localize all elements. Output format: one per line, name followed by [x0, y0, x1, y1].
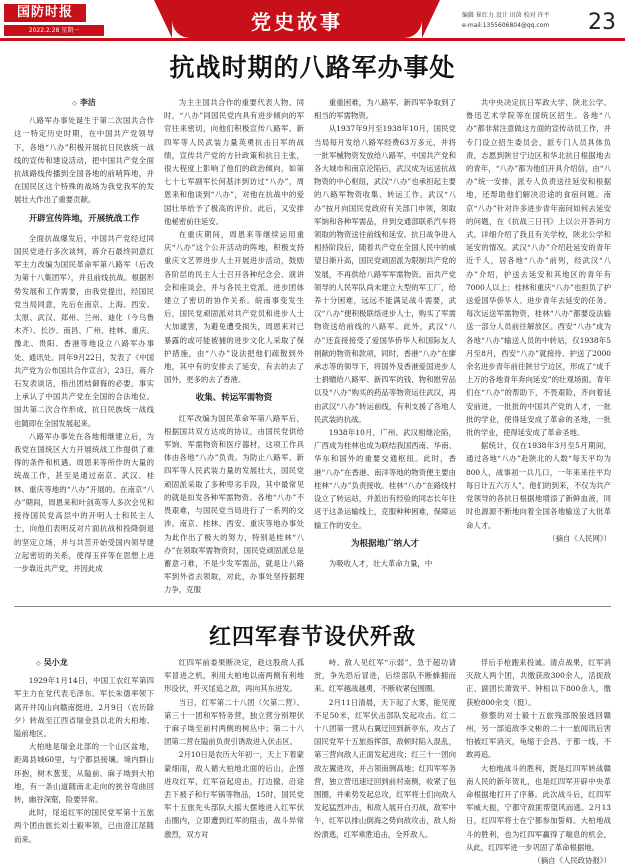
paragraph: 为主主国共合作的重要代表人物。同时，“八办”同国民党内具有进步倾向的军官往来密切，向他们积极宣传八路军、新四军等人民武装力量英勇抗击日军的战绩，宣传共产党的方针政策和抗日主张，很大程度上影响了他们的政治倾向，如第七十七军副军长何基沣到访过“八办”，周恩来和他谈到“八办”，对他在抗战中的爱国壮举给予了极高的评价。此后，又安排他秘密前往延安。	[164, 98, 304, 226]
article2-column-3	[314, 656, 456, 854]
paragraph: 2月11日清晨，天下起了大雾，能见度不足50米，红军伏击部队发起攻击。红二十八团第一营从右翼迂回到新亭东，攻占了国民党军十五旅指挥部，敌顿时陷入混乱，第三营向敌人正面发起进攻；红三十一团向敌左翼进攻，并占领南侧高地；红四军军务营，独立营迅速迂回到前村南侧，收紧了包围圈，并乘势发起总攻，红军将士们向敌人发起猛烈冲击，和敌人展开白刃战，敌军中午，红军以排山倒海之势向敌攻击，敌人纷纷溃逃，红军乘胜追击，全歼敌人。	[314, 697, 456, 839]
page-number: 23	[588, 10, 616, 35]
paragraph: 在重庆期间，周恩来等继续运用重庆“八办”这个公开活动的阵地，积极支持重庆文艺界进步人士开展进步活动，鼓励各阶层的民主人士召开各种纪念会、演讲会和座谈会，并与各民主党派、进步团体建立了密切的协作关系。皖南事变发生后，国民党顽固派对共产党员和进步人士大加逮害，为避免遭受损失，周恩来对已暴露的或可能被捕的进步文化人采取了保护措施，由“八办”设法把他们疏散到外地，其中有的安排去了延安，有去的去了国外，更多的去了香港。	[164, 230, 304, 385]
page-header	[0, 0, 625, 38]
paragraph: 重重困难，为八路军、新四军争取到了相当的军需物资。	[314, 98, 456, 121]
article-author: ◇ 李洁	[72, 97, 96, 107]
paragraph: 修整的对士毅十五旅残部脱狼逃回赣州，另一部追敌李文彬的二十一旅闻讯后害怕被红军消灭，龟缩于会昌、于都一线，不敢再追。	[466, 710, 611, 760]
paragraph: 峙。敌人见红军“示弱”，急于超功请赏，争先恐后冒进，后续部队不断蜂拥而来。红军越战越勇，不断收紧包围圈。	[314, 658, 456, 694]
paragraph: 全面抗战爆发后，中国共产党经过同国民党进行多次谈判，蒋介石最终同意红军主力改编为国民革命军第八路军（后改为第十八集团军），并且前线抗战。根据形势发展和工作需要，由我党提出，经国民党当局同意，先后在南京、上海、西安、太原、武汉、郑州、兰州、迪化（今乌鲁木齐）、长沙、南昌、广州、桂林、重庆、豫北、贵阳、香港等地设立八路军办事处、通讯处。同年9月22日，发表了《中国共产党为公布国共合作宣言》，23日，蒋介石发表谈话，指出团结御侮的必要，事实上承认了中国共产党在全国的合法地位。国共第二次合作形成，抗日民族统一战线也随即在全国发展起来。	[14, 233, 154, 428]
article-title-2: 红四军春节设伏歼敌	[208, 625, 416, 650]
date-line: 2022.2.28 星期一	[4, 25, 104, 36]
article-column-1	[14, 96, 154, 601]
header-rule	[0, 38, 625, 41]
paragraph: 当日，红军第二十八团（欠第二营）、第三十一团和军特务营，独立营分别埋伏于麻子坳至前村两侧的树丛中；第二十八团第二营在隘前负责引诱敌进入伏击区。	[164, 697, 304, 747]
article2-column-2	[164, 656, 304, 854]
article-column-3	[314, 96, 456, 601]
paragraph: 为吸收人才，壮大革命力量，中	[328, 558, 433, 568]
paragraph: 八路军办事处在各地相继建立后，为我党在国统区大力开展统战工作提供了难得的条件和机遇。周恩来等所作的大量的统战工作，甚至是通过南京、武汉、桂林、重庆等地的“八办”开展的。在南京“八办”期间，周恩来和叶剑英等人多次会见和接待国民党高层中的开明人士和民主人士，向他们表明反对片面抗战和投降倒退的坚定立场，并与共苦开始受国内领导建立起密切的关系，使得玉祥等在思想上进一步靠近共产党，并因此成	[14, 431, 154, 573]
article2-column-1	[14, 656, 154, 854]
article-source: （摘自《人民网》）	[548, 533, 611, 543]
editor-email: e-mail:1355606804@qq.com	[462, 22, 550, 29]
section-subheading: 收集、转运军需物资	[195, 393, 273, 404]
paragraph: 八路军办事处诞生于第二次国共合作这一特定历史时期，在中国共产党领导下，各地“八办”积极开展抗日民族统一战线的宣传和建设活动，把中国共产党全面抗战路线传播到全国各地的前哨阵地，并在国民区这个特殊的战场为我党我军的发展壮大作出了重要贡献。	[14, 116, 154, 205]
article-author-2: ◇ 吴小龙	[36, 657, 68, 667]
editor-credits: 编辑 崔红力 设计 田茵 校对 许平	[462, 12, 550, 19]
section-subheading: 开辟宣传阵地，开展统战工作	[28, 213, 140, 224]
article-column-4	[466, 96, 611, 601]
paragraph: 此时，尾追红军的国民党军第十五旅两个团由旅长刘士毅率领，已由澄江尾随而来。	[14, 808, 154, 844]
masthead-logo: 国防时报	[4, 4, 86, 22]
section-title: 党史故事	[251, 10, 343, 34]
paragraph: 红四军前委果断决定，趁这股敌人孤军冒进之机，利用大柏地以南两侧有利地形设伏，歼灭尾追之敌，再向其东进发。	[164, 658, 304, 694]
paragraph: 2月10日是农历大年初一，天上下着蒙蒙细雨，敌人循大柏地北面的后山，企图进攻红军，红军奋起迎击，打边撤，沿途丢下被子和行军锅等物品，15时，国民党军十五旅先头部队大摇大摆地进入红军伏击圈内，立即遭到红军的阻击，战斗异常激烈，双方对	[164, 750, 304, 839]
paragraph: 从1937年9月至1938年10月，国民党当局每月发给八路军经费63万多元，并将一批军械物资发放给八路军，中国共产党和各大城市和南京沦陷后，武汉成为运送抗战物资的中心枢纽，武汉“八办”也承担起主要的八路军物资收集、转运工作。武汉“八办”按月向国民党政府有关部门申领，领取军饷和各种军需品，并到交通部联系汽车将领取的物资送往前线和延安。抗日战争进入相持阶段后，随着共产党在全国人民中的威望日渐升高，国民党顽固派为限制共产党的发展，不再供给八路军军需物资。而共产党领导的人民军队尚未建立大型的军工厂，给养十分困难，远远不能满足战斗需要，武汉“八办”便积极联络进步人士，购买了军需物资送给前线的八路军。此外，武汉“八办”还直接接受了爱国华侨华人和国际友人捐献的物资和款项，同时，香港“八办”在廖承志等的领导下，将国外及香港爱国进步人士捐赠给八路军、新四军的钱、物和慰劳品以及“八办”购买的药品等物资运往武汉，再由武汉“八办”转运前线，有利支援了各地人民武装的抗战。	[314, 124, 456, 424]
section-subheading: 为根据地广纳人才	[350, 538, 419, 549]
article2-column-4	[466, 656, 611, 866]
paragraph: 据统计，仅在1938年3月至5月期间，通过各地“八办”赴陕北的人数“每天平均为800人，战事初一兵几口，一年来来往平均每日计五六万人”。他们的到来，不仅为共产党领导的各抗日根据地增添了新鲜血液，同时也源源不断地向着全国各地输送了大批革命人才。	[466, 441, 611, 530]
article-source-2: （摘自《人民政协报》）	[533, 856, 611, 866]
article-title: 抗战时期的八路军办事处	[169, 53, 456, 82]
paragraph: 1938年10月，广州、武汉相继沦陷，广西成为桂林也成为联结我国西南、华南、华东和国外的重要交通枢纽。此时，香港“八办”在香港、南洋等地的物资便主要由桂林“八办”负责接收。桂林“八办”在路线村设立了转运站，并派出有经验的同志长年往返于这条运输线上，克服种种困难，保障运输工作的安全。	[314, 428, 456, 530]
paragraph: 1929年1月14日，中国工农红军第四军主力在党代表毛泽东、军长朱德率领下离开井冈山向赣南挺进，2月9日（农历除夕）转战至江西省瑞金县以北的大柏地、隘前地区。	[14, 676, 154, 739]
paragraph: 俘后手枪跑来投诚。清点战果，红军消灭敌人两个团，共缴获敌300余人，活捉敌正、副团长萧致平、钟桓以下800余人，缴获枪800余支（挺）。	[466, 658, 611, 707]
section-banner	[172, 0, 422, 38]
paragraph: 大柏地战斗的胜利，既是红四军转战赣南人民的新年贺礼，也是红四军开辟中央革命根据地打开了序幕。此次战斗后，红四军军威大振，宁都守敌匪帮望风而逃。2月13日，红四军将士在宁都参加誓师。大柏地战斗的胜利，也为红四军赢得了喘息的机会，从此，红四军进一步巩固了革命根据地。	[466, 763, 611, 852]
article-column-2	[164, 96, 304, 601]
paragraph: 大柏地是瑞金北部的一个山区盆地，距离县城60里，与宁都县接壤。境内群山环抱，树木葱茏，从隘前、麻子坳到大柏地，有一条山道随南北走向的狭谷弯曲回转，幽谷深壑，险要异常。	[14, 742, 154, 805]
article-divider	[14, 606, 611, 607]
paragraph: 共中央决定抗日军政大学、陕北公学、鲁迅艺术学院等在国统区招生。各地“八办”都非常注意做这方面的宣传动员工作，并专门设立招生委员会，派专门人员具体负责，志愿到陕甘宁边区和华北抗日根据地去的青年，“八办”都为他们开具介绍信，由“八办”统一安排，派专人负责送往延安和根据地，还帮助他们解决沿途的食宿问题。南京“八办”针对许多进步青年南问如何去延安的问题，在《抗战三日刊》上以公开答问方式，详细介绍了我且有关学校，陕北公学和延安的情况。武汉“八办”介绍赴延安的青年近千人，居各地“八办”前列，经武汉“八办”介绍，护送去延安和其地区的青年有7000人以上；桂林和重庆“八办”也担负了护送爱国华侨华人、进步青年去延安的任务。每次运送军需物资，桂林“八办”都要设法输送一部分人员前往解放区。西安“八办”成为各地“八办”输送人员的中转站，仅1938年5月至8月，西安“八办”就接待、护送了2000余名进步青年前往陕甘宁边区，形成了“成千上万的各地青年奔向延安”的壮观场面。青年们在“八办”的帮助下，不畏艰险，齐向着延安前进，一批批的中国共产党的人才，一批批的学业，使得延安成了革命的圣地，一批批的学业，使得延安成了革命圣地。	[466, 98, 611, 438]
paragraph: 红军改编为国民革命军第八路军后，根据国共双方达成的协议，由国民党供给军饷、军需物资和医疗器材，这项工作具体由各地“八办”负责。为防止八路军、新四军等人民武装力量的发展壮大，国民党顽固派采取了多种卑劣手段，其中最常见的就是扣发各种军需物资。各地“八办”不畏艰难，与国民党当局进行了一系列的交涉。南京、桂林、西安、重庆等地办事处为此作出了极大的努力，特别是桂林“八办”在领取军需物资时，国民党顽固派总是蓄意刁难，不是少发军需品，就是让八路军到外省去领取，对此，办事处坚持据理力争，克服	[164, 413, 304, 595]
